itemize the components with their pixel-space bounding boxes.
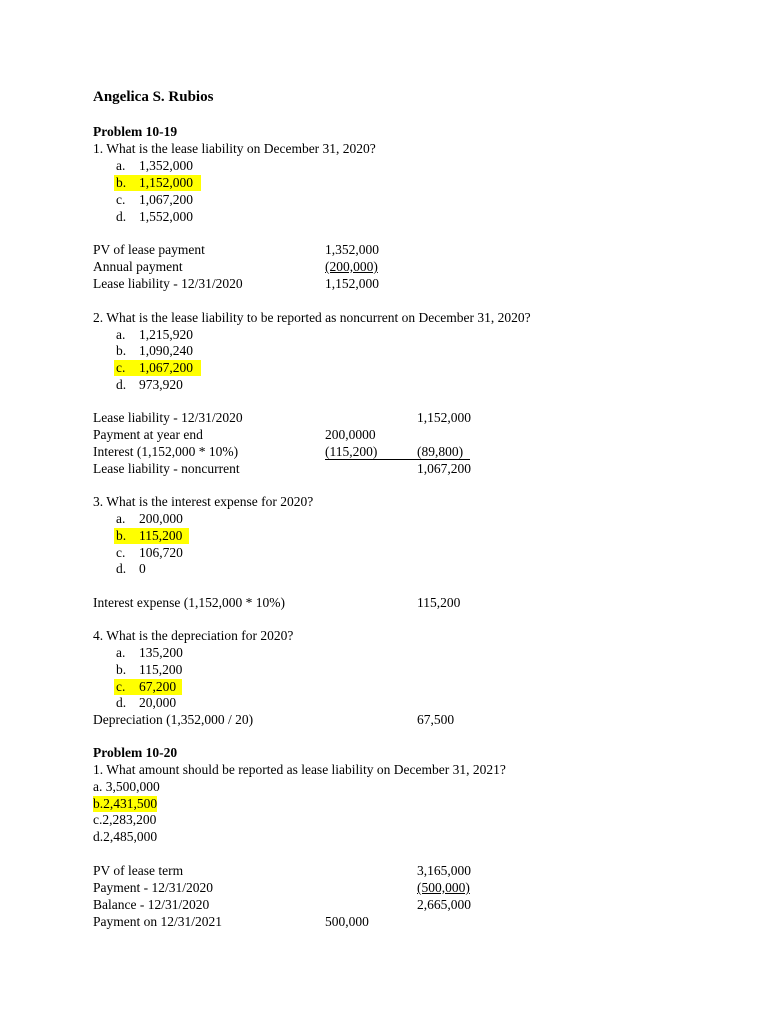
- row-value: 3,165,000: [417, 863, 471, 878]
- option-value: 1,552,000: [139, 209, 193, 224]
- option-value: 1,090,240: [139, 343, 193, 358]
- option-letter: b.: [116, 343, 127, 358]
- row-value: 115,200: [417, 595, 461, 610]
- option-letter: a.: [116, 511, 126, 526]
- row-label: PV of lease term: [93, 863, 184, 878]
- question-19-2: 2. What is the lease liability to be reported as noncurrent on December 31, 2020?: [93, 310, 531, 325]
- option-letter: b.: [116, 528, 127, 543]
- row-label: Payment on 12/31/2021: [93, 914, 222, 929]
- row-label: Interest expense (1,152,000 * 10%): [93, 595, 285, 610]
- problem-10-20-title: Problem 10-20: [93, 745, 178, 760]
- row-label: Lease liability - noncurrent: [93, 461, 240, 476]
- option-letter: d.: [116, 209, 127, 224]
- row-label: Lease liability - 12/31/2020: [93, 410, 243, 425]
- option-letter: a.: [116, 645, 126, 660]
- question-20-1: 1. What amount should be reported as lease liability on December 31, 2021?: [93, 762, 506, 777]
- row-label: Lease liability - 12/31/2020: [93, 276, 243, 291]
- option-value: 1,152,000: [139, 175, 193, 190]
- option-value: 1,067,200: [139, 192, 193, 207]
- option-letter: c.: [116, 679, 126, 694]
- option-item: a. 3,500,000: [93, 779, 160, 794]
- option-letter: c.: [116, 360, 126, 375]
- row-value: 1,067,200: [417, 461, 471, 476]
- option-letter: d.: [116, 561, 127, 576]
- row-value: 1,152,000: [325, 276, 379, 291]
- option-value: 115,200: [139, 528, 183, 543]
- option-value: 973,920: [139, 377, 183, 392]
- option-letter: a.: [116, 158, 126, 173]
- option-item: d.2,485,000: [93, 829, 158, 844]
- row-label: Balance - 12/31/2020: [93, 897, 210, 912]
- option-value: 135,200: [139, 645, 183, 660]
- row-value: (500,000): [417, 880, 470, 895]
- row-label: PV of lease payment: [93, 242, 205, 257]
- row-value: (89,800): [417, 444, 464, 459]
- option-value: 106,720: [139, 545, 183, 560]
- option-value: 1,352,000: [139, 158, 193, 173]
- row-value: (200,000): [325, 259, 378, 274]
- option-letter: c.: [116, 545, 126, 560]
- row-value: (115,200): [325, 444, 378, 459]
- option-item: c.2,283,200: [93, 812, 157, 827]
- row-value: 67,500: [417, 712, 455, 727]
- option-letter: a.: [116, 327, 126, 342]
- row-value: 500,000: [325, 914, 369, 929]
- option-item-highlighted: b.2,431,500: [93, 796, 158, 811]
- option-value: 0: [139, 561, 146, 576]
- row-label: Payment at year end: [93, 427, 203, 442]
- problem-10-19-title: Problem 10-19: [93, 124, 178, 139]
- option-value: 200,000: [139, 511, 183, 526]
- question-19-1: 1. What is the lease liability on December 31, 2020?: [93, 141, 376, 156]
- row-label: Depreciation (1,352,000 / 20): [93, 712, 254, 727]
- option-value: 67,200: [139, 679, 177, 694]
- row-value: 1,152,000: [417, 410, 471, 425]
- option-letter: b.: [116, 175, 127, 190]
- row-label: Interest (1,152,000 * 10%): [93, 444, 239, 459]
- question-19-4: 4. What is the depreciation for 2020?: [93, 628, 294, 643]
- option-value: 115,200: [139, 662, 183, 677]
- option-value: 1,215,920: [139, 327, 193, 342]
- option-letter: b.: [116, 662, 127, 677]
- option-letter: d.: [116, 695, 127, 710]
- row-label: Payment - 12/31/2020: [93, 880, 213, 895]
- option-value: 1,067,200: [139, 360, 193, 375]
- option-letter: c.: [116, 192, 126, 207]
- option-value: 20,000: [139, 695, 177, 710]
- author-name: Angelica S. Rubios: [93, 89, 214, 105]
- question-19-3: 3. What is the interest expense for 2020?: [93, 494, 314, 509]
- row-value: 2,665,000: [417, 897, 471, 912]
- row-label: Annual payment: [93, 259, 183, 274]
- row-value: 1,352,000: [325, 242, 379, 257]
- option-letter: d.: [116, 377, 127, 392]
- row-value: 200,0000: [325, 427, 376, 442]
